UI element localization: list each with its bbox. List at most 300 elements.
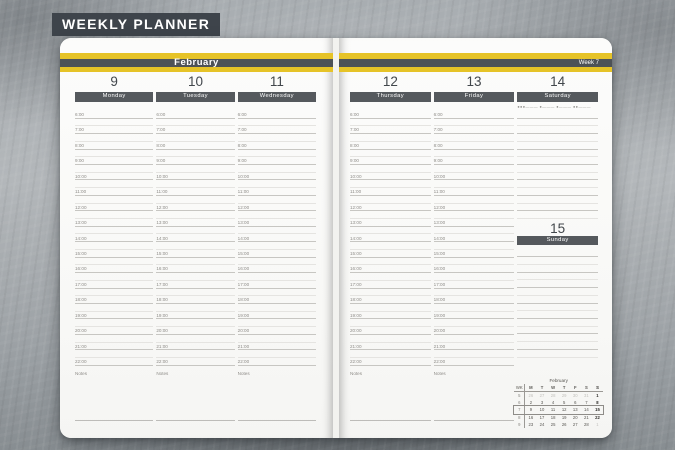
ruled-row (517, 297, 598, 312)
hour-line (75, 179, 153, 180)
hour-row (238, 236, 316, 251)
half-hour-line (350, 203, 431, 204)
mini-calendar-day: 7 (585, 400, 588, 406)
rule-line-light (517, 203, 598, 204)
hour-label: 7:00 (350, 127, 359, 133)
hour-row (156, 267, 234, 282)
mini-calendar-day: 26 (528, 393, 534, 399)
half-hour-line (156, 203, 234, 204)
half-hour-line (434, 141, 515, 142)
half-hour-line (75, 295, 153, 296)
mini-calendar-day: 17 (539, 414, 545, 420)
rule-line (517, 287, 598, 288)
spacer (156, 102, 234, 113)
mini-calendar-weeknum: 9 (514, 421, 525, 428)
hour-line (434, 195, 515, 196)
half-hour-line (156, 357, 234, 358)
hour-line (350, 164, 431, 165)
half-hour-line (350, 172, 431, 173)
hour-row (350, 159, 431, 174)
mini-calendar-day: 1 (596, 393, 599, 399)
day-name-bar: Monday (75, 92, 153, 102)
day-number: 15 (550, 220, 566, 236)
hour-label: 12:00 (350, 204, 362, 210)
mini-calendar-header-cell: T (562, 384, 566, 390)
notes-label: Notes (237, 370, 250, 376)
day-name-bar: Friday (434, 92, 515, 102)
hour-line (75, 288, 153, 289)
hour-label: 22:00 (156, 359, 168, 364)
half-hour-line (434, 172, 515, 173)
hour-label: 14:00 (433, 235, 446, 241)
half-hour-line (75, 156, 153, 157)
hour-row (156, 190, 234, 205)
half-hour-line (75, 264, 153, 265)
half-hour-line (238, 156, 316, 157)
page-title-text: WEEKLY PLANNER (62, 16, 211, 32)
rule-line-light (517, 264, 598, 265)
hour-label: 11:00 (433, 189, 445, 195)
hour-row (156, 313, 234, 328)
hour-line (156, 241, 234, 242)
hour-line (75, 334, 153, 335)
rule-line (517, 118, 598, 119)
ruled-row (517, 113, 598, 128)
half-hour-line (238, 357, 316, 358)
hour-line (434, 241, 515, 242)
footer-line (75, 420, 153, 421)
mini-calendar-header-cell: S (584, 384, 588, 390)
hour-label: 13:00 (237, 220, 250, 226)
hour-row (238, 221, 316, 236)
half-hour-line (434, 125, 515, 126)
rule-line (517, 164, 598, 165)
hour-label: 6:00 (350, 112, 359, 117)
ruled-lines (517, 251, 598, 359)
hour-row (434, 236, 515, 251)
hour-row (434, 159, 515, 174)
half-hour-line (350, 280, 431, 281)
hour-line (238, 164, 316, 165)
rule-line-light (517, 125, 598, 126)
footer-line (156, 420, 234, 421)
hour-line (75, 257, 153, 258)
hour-line (238, 226, 316, 227)
half-hour-line (156, 311, 234, 312)
half-hour-line (434, 295, 515, 296)
hour-label: 18:00 (433, 297, 446, 303)
hour-line (156, 303, 234, 304)
hour-label: 17:00 (350, 281, 362, 287)
hour-line (434, 334, 515, 335)
hour-label: 6:00 (75, 112, 84, 117)
half-hour-line (434, 218, 515, 219)
day-name-bar: Sunday (517, 236, 598, 246)
hour-line (238, 334, 316, 335)
hour-line (350, 149, 431, 150)
half-hour-line (238, 280, 316, 281)
hour-label: 8:00 (156, 142, 166, 148)
hour-row (350, 236, 431, 251)
hour-label: 8:00 (75, 142, 84, 148)
mini-calendar-day: 15 (595, 407, 600, 413)
rule-line (517, 179, 598, 180)
hour-row (75, 174, 153, 189)
hour-label: 14:00 (350, 235, 362, 241)
hour-label: 11:00 (237, 189, 249, 195)
ruled-row (517, 143, 598, 158)
hour-label: 19:00 (75, 312, 87, 318)
hour-label: 11:00 (156, 189, 168, 195)
hour-label: 11:00 (350, 189, 362, 195)
half-hour-line (238, 125, 316, 126)
half-hour-line (238, 141, 316, 142)
week-band (339, 53, 612, 72)
hour-row (434, 128, 515, 143)
hour-row (156, 113, 234, 128)
rule-line (517, 210, 598, 211)
rule-line-light (517, 279, 598, 280)
half-hour-line (75, 311, 153, 312)
hour-row (434, 143, 515, 158)
rule-line-light (517, 141, 598, 142)
day-column-wednesday (238, 74, 316, 425)
hour-label: 16:00 (75, 266, 87, 272)
hour-line (434, 179, 515, 180)
day-column-tuesday (156, 74, 234, 425)
hour-line (434, 318, 515, 319)
hour-line (156, 195, 234, 196)
hour-label: 10:00 (350, 173, 362, 179)
mini-calendar-day: 30 (572, 393, 578, 399)
rule-line-light (517, 172, 598, 173)
ruled-row (517, 328, 598, 343)
hour-row (238, 267, 316, 282)
mini-calendar-header-cell: WK (514, 384, 525, 391)
hour-row (238, 128, 316, 143)
half-hour-line (75, 187, 153, 188)
day-name-bar: Tuesday (156, 92, 234, 102)
hour-row (434, 282, 515, 297)
hour-row (434, 344, 515, 359)
notes-label: Notes (433, 370, 446, 376)
hour-label: 18:00 (237, 297, 250, 303)
hour-line (238, 303, 316, 304)
mini-calendar-day: 2 (529, 400, 533, 406)
hour-line (238, 149, 316, 150)
mini-calendar-day: 21 (584, 414, 589, 420)
mini-calendar-day: 10 (539, 407, 545, 413)
hour-label: 18:00 (75, 297, 87, 303)
hour-line (238, 210, 316, 211)
half-hour-line (434, 187, 515, 188)
footer-line (350, 420, 431, 421)
mini-calendar-header (514, 384, 603, 392)
hour-line (350, 288, 431, 289)
hour-label: 12:00 (75, 204, 87, 210)
notes-label: Notes (75, 370, 88, 376)
mini-calendar-day: 6 (574, 400, 577, 406)
hour-label: 8:00 (237, 142, 247, 148)
hour-line (75, 303, 153, 304)
hour-row (238, 298, 316, 313)
hour-line (75, 133, 153, 134)
mini-calendar-day: 27 (539, 393, 545, 399)
hour-line (75, 241, 153, 242)
rule-line-light (517, 326, 598, 327)
moon-phases: ●●●——— ●——— ●——— ●●——— (517, 104, 591, 109)
mini-calendar-week (514, 392, 603, 399)
half-hour-line (156, 342, 234, 343)
half-hour-line (434, 156, 515, 157)
hour-line (434, 164, 515, 165)
day-number: 14 (550, 74, 566, 89)
hour-label: 8:00 (350, 142, 359, 148)
hour-row (350, 298, 431, 313)
hour-label: 20:00 (350, 328, 362, 334)
hour-row (156, 143, 234, 158)
hour-line (350, 334, 431, 335)
ruled-row (517, 174, 598, 189)
hour-row (434, 298, 515, 313)
hour-label: 8:00 (433, 142, 443, 148)
hour-line (156, 133, 234, 134)
half-hour-line (434, 280, 515, 281)
hour-line (434, 257, 515, 258)
hour-line (350, 272, 431, 273)
hour-label: 13:00 (156, 220, 168, 226)
hour-row (350, 267, 431, 282)
hour-line (156, 365, 234, 366)
rule-line-light (517, 295, 598, 296)
rule-line (517, 133, 598, 134)
spacer (434, 102, 515, 113)
half-hour-line (75, 141, 153, 142)
hour-label: 21:00 (350, 343, 362, 349)
hour-line (156, 288, 234, 289)
hour-row (75, 159, 153, 174)
half-hour-line (350, 125, 431, 126)
half-hour-line (434, 357, 515, 358)
hour-line (434, 210, 515, 211)
mini-calendar-weeknum: 6 (514, 399, 525, 406)
hour-label: 15:00 (156, 250, 168, 256)
day-column-saturday (517, 74, 598, 425)
half-hour-line (156, 295, 234, 296)
ruled-row (517, 282, 598, 297)
hour-row (434, 360, 515, 368)
hour-line (156, 334, 234, 335)
hour-label: 22:00 (237, 359, 250, 364)
half-hour-line (238, 218, 316, 219)
half-hour-line (238, 342, 316, 343)
hour-row (434, 221, 515, 236)
hour-row (238, 190, 316, 205)
half-hour-line (238, 187, 316, 188)
hour-row (238, 159, 316, 174)
hour-label: 21:00 (75, 343, 87, 349)
hour-line (156, 318, 234, 319)
ruled-row (517, 159, 598, 174)
hour-row (75, 344, 153, 359)
half-hour-line (156, 156, 234, 157)
hour-line (238, 179, 316, 180)
hour-row (350, 282, 431, 297)
mini-calendar-day: 1 (596, 421, 599, 427)
hour-label: 9:00 (237, 158, 247, 164)
day-number: 9 (110, 74, 118, 89)
half-hour-line (350, 141, 431, 142)
hour-line (75, 210, 153, 211)
time-grid (350, 113, 431, 368)
planner-spread (60, 38, 612, 438)
hour-line (75, 164, 153, 165)
rule-line-light (517, 187, 598, 188)
half-hour-line (75, 125, 153, 126)
hour-line (434, 365, 515, 366)
hour-label: 10:00 (75, 173, 87, 179)
rule-line (517, 303, 598, 304)
hour-row (434, 113, 515, 128)
hour-row (75, 298, 153, 313)
half-hour-line (75, 233, 153, 234)
mini-calendar-day: 28 (584, 421, 589, 427)
mini-calendar-title: February (549, 377, 568, 383)
hour-line (238, 365, 316, 366)
hour-label: 14:00 (237, 235, 250, 241)
ruled-row (517, 190, 598, 205)
half-hour-line (156, 264, 234, 265)
hour-row (434, 190, 515, 205)
rule-line (517, 272, 598, 273)
hour-label: 9:00 (156, 158, 166, 164)
hour-row (350, 143, 431, 158)
hour-row (75, 360, 153, 368)
half-hour-line (75, 172, 153, 173)
spacer (350, 102, 431, 113)
rule-line (517, 349, 598, 350)
hour-label: 17:00 (156, 281, 168, 287)
rule-line-light (517, 156, 598, 157)
hour-label: 20:00 (156, 328, 168, 334)
hour-row (238, 282, 316, 297)
rule-line (517, 149, 598, 150)
hour-label: 9:00 (75, 158, 84, 164)
half-hour-line (350, 342, 431, 343)
hour-label: 20:00 (75, 328, 87, 334)
hour-row (350, 329, 431, 344)
hour-row (350, 128, 431, 143)
ruled-lines (517, 113, 598, 221)
hour-row (434, 313, 515, 328)
rule-line-light (517, 341, 598, 342)
hour-row (75, 128, 153, 143)
hour-label: 7:00 (75, 127, 84, 133)
hour-line (156, 118, 234, 119)
hour-row (238, 313, 316, 328)
hour-label: 21:00 (156, 343, 168, 349)
half-hour-line (350, 357, 431, 358)
hour-line (350, 303, 431, 304)
hour-row (156, 344, 234, 359)
hour-line (156, 349, 234, 350)
hour-row (156, 236, 234, 251)
half-hour-line (238, 172, 316, 173)
hour-row (238, 174, 316, 189)
hour-row (434, 329, 515, 344)
hour-row (350, 190, 431, 205)
mini-calendar-day: 12 (561, 407, 567, 413)
time-grid (75, 113, 153, 368)
hour-line (238, 288, 316, 289)
half-hour-line (156, 218, 234, 219)
half-hour-line (350, 264, 431, 265)
footer-line (238, 420, 316, 421)
month-stripe (60, 56, 333, 68)
mini-calendar-week (514, 406, 603, 413)
hour-line (238, 118, 316, 119)
half-hour-line (434, 326, 515, 327)
hour-label: 9:00 (433, 158, 443, 164)
mini-calendar-day: 8 (596, 400, 599, 406)
half-hour-line (434, 264, 515, 265)
hour-label: 7:00 (156, 127, 166, 133)
half-hour-line (434, 233, 515, 234)
hour-row (156, 251, 234, 266)
day-column-monday (75, 74, 153, 425)
hour-line (156, 257, 234, 258)
hour-line (75, 318, 153, 319)
hour-row (434, 205, 515, 220)
hour-label: 21:00 (433, 343, 446, 349)
mini-calendar-day: 18 (550, 414, 556, 420)
hour-line (434, 133, 515, 134)
half-hour-line (350, 326, 431, 327)
hour-label: 15:00 (350, 250, 362, 256)
mini-calendar-day: 20 (572, 414, 578, 420)
hour-line (350, 318, 431, 319)
ruled-row (517, 344, 598, 359)
hour-line (238, 133, 316, 134)
half-hour-line (75, 203, 153, 204)
hour-label: 7:00 (433, 127, 443, 133)
half-hour-line (75, 342, 153, 343)
hour-line (350, 195, 431, 196)
week-number-label: Week 7 (578, 59, 599, 66)
half-hour-line (238, 203, 316, 204)
hour-label: 18:00 (350, 297, 362, 303)
day-name-bar: Wednesday (238, 92, 316, 102)
mini-calendar-day: 14 (584, 407, 589, 413)
hour-label: 6:00 (433, 112, 443, 117)
hour-row (75, 251, 153, 266)
hour-row (350, 221, 431, 236)
hour-line (156, 272, 234, 273)
half-hour-line (156, 125, 234, 126)
half-hour-line (156, 141, 234, 142)
hour-label: 14:00 (156, 235, 168, 241)
planner-page-right (339, 38, 612, 438)
mini-calendar-week (514, 421, 603, 428)
hour-row (75, 143, 153, 158)
half-hour-line (350, 311, 431, 312)
hour-row (238, 205, 316, 220)
half-hour-line (238, 326, 316, 327)
hour-line (434, 118, 515, 119)
hour-line (350, 133, 431, 134)
hour-line (75, 349, 153, 350)
rule-line (517, 333, 598, 334)
